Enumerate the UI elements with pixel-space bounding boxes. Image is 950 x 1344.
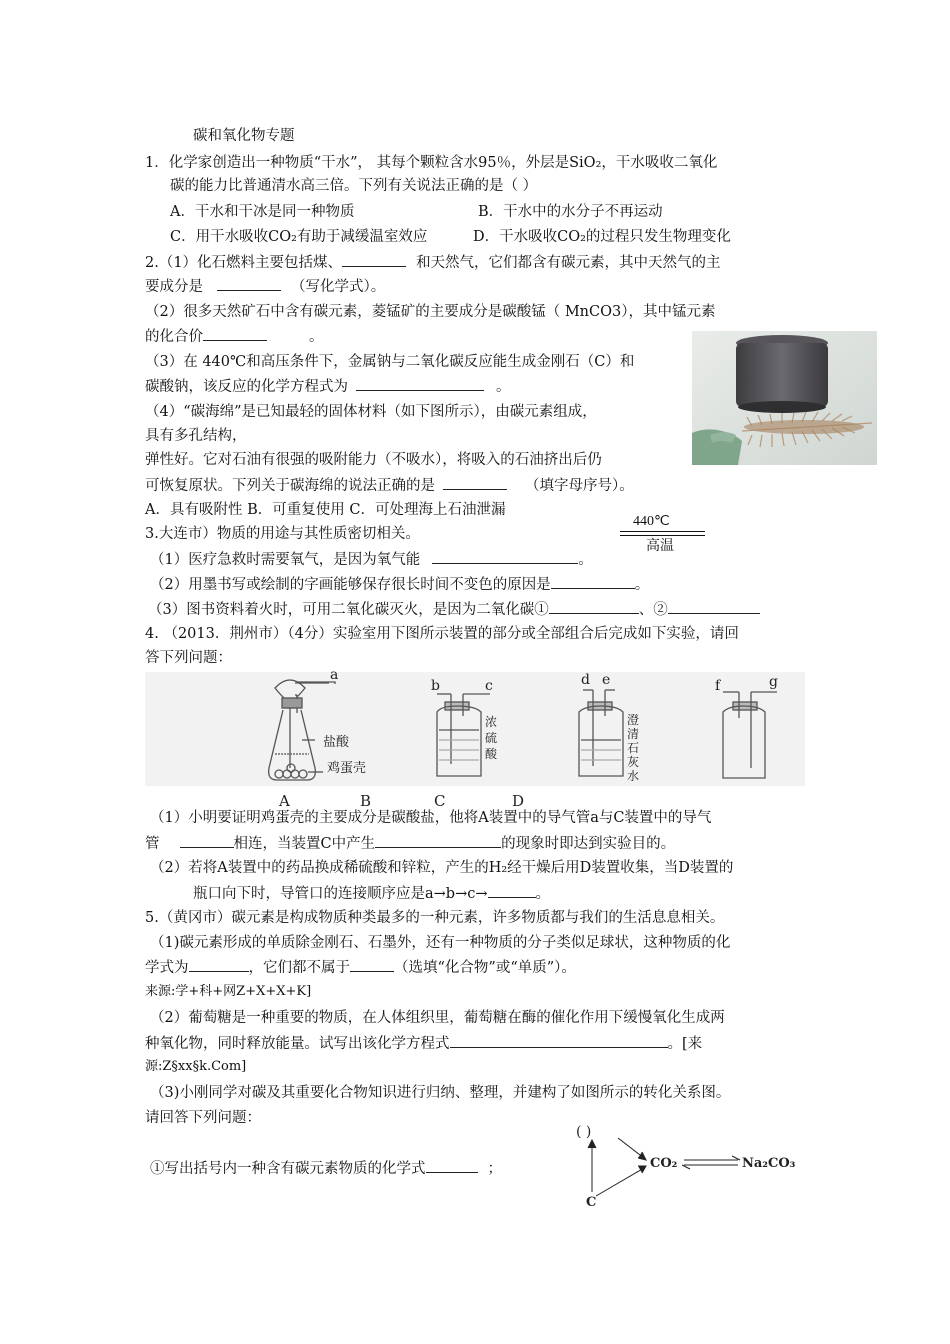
label-f: f xyxy=(715,678,721,694)
label-C: C xyxy=(434,792,446,810)
q2-line3: （2）很多天然矿石中含有碳元素，菱锰矿的主要成分是碳酸锰（ MnCO3），其中锰元素 xyxy=(145,304,716,320)
q4-s2-line1: （2）若将A装置中的药品换成稀硫酸和锌粒，产生的H₂经干燥后用D装置收集，当D装置的 xyxy=(150,860,734,876)
q4-blank-phenomenon[interactable] xyxy=(375,833,501,848)
condition-bottom: 高温 xyxy=(646,538,674,554)
label-A: A xyxy=(279,792,290,810)
label-conc-sulfuric: 浓 硫 酸 xyxy=(485,715,498,761)
q2-line11: A．具有吸附性 B．可重复使用 C．可处理海上石油泄漏 xyxy=(145,502,506,518)
q3-line1: 3.大连市）物质的用途与其性质密切相关。 xyxy=(145,526,420,542)
q1-stem-line1: 1．化学家创造出一种物质“干水”， 其每个颗粒含水95％，外层是SiO₂，干水吸收二氧化 xyxy=(145,155,718,171)
label-acid: 盐酸 xyxy=(323,735,350,750)
q4-s2-line2: 瓶口向下时，导管口的连接顺序应是a→b→c→ 。 xyxy=(193,883,550,904)
label-d: d xyxy=(581,672,590,688)
carbon-sponge-photo xyxy=(692,331,877,465)
q5-line8: （3)小刚同学对碳及其重要化合物知识进行归纳、整理，并建构了如图所示的转化关系图。 xyxy=(150,1085,731,1101)
paren-blank: ( ) xyxy=(576,1124,592,1140)
label-B: B xyxy=(360,792,372,810)
q5-line1: 5.（黄冈市）碳元素是构成物质种类最多的一种元素，许多物质都与我们的生活息息相关。 xyxy=(145,910,725,926)
q5-line5: （2）葡萄糖是一种重要的物质，在人体组织里，葡萄糖在酶的催化作用下缓慢氧化生成两 xyxy=(150,1010,725,1026)
q2-blank-valence[interactable] xyxy=(203,326,267,341)
q5-line10: ①写出括号内一种含有碳元素物质的化学式 ； xyxy=(150,1158,502,1179)
page-title: 碳和氧化物专题 xyxy=(193,128,295,144)
q4-s1-line2: 管 相连，当装置C中产生 的现象时即达到实验目的。 xyxy=(145,833,675,854)
label-g: g xyxy=(769,674,778,690)
q5-blank-equation[interactable] xyxy=(450,1033,668,1048)
condition-top: 440℃ xyxy=(633,514,670,529)
q3-blank-ink[interactable] xyxy=(551,574,635,589)
q4-blank-tube[interactable] xyxy=(180,833,234,848)
q2-line5: （3）在 440℃和高压条件下，金属钠与二氧化碳反应能生成金刚石（C）和 xyxy=(145,354,635,370)
q5-source-1: 来源:学+科+网Z+X+X+K] xyxy=(145,984,312,999)
q5-blank-formula[interactable] xyxy=(189,957,249,972)
label-limewater: 澄 清 石 灰 水 xyxy=(627,713,640,783)
q3-line4: （3）图书资料着火时，可用二氧化碳灭火，是因为二氧化碳① 、② xyxy=(148,599,760,620)
q2-line8: 具有多孔结构， xyxy=(145,428,247,444)
q1-option-c: C．用干水吸收CO₂有助于减缓温室效应 xyxy=(170,229,428,245)
label-co2: CO₂ xyxy=(650,1156,678,1171)
q2-blank-fuel[interactable] xyxy=(342,252,406,267)
q4-line2: 答下列问题： xyxy=(145,650,232,666)
q4-s1-line1: （1）小明要证明鸡蛋壳的主要成分是碳酸盐，他将A装置中的导气管a与C装置中的导气 xyxy=(150,810,712,826)
q5-source-2: 源:Z§xx§k.Com] xyxy=(145,1059,247,1074)
q3-blank-oxygen[interactable] xyxy=(432,549,578,564)
label-D: D xyxy=(512,792,525,810)
conversion-diagram xyxy=(566,1120,846,1210)
q1-option-a: A．干水和干冰是同一种物质 xyxy=(170,204,355,220)
q5-line6: 种氧化物，同时释放能量。试写出该化学方程式 。[来 xyxy=(145,1033,702,1054)
carbon-sponge-photo-icon xyxy=(692,331,877,465)
q2-line7: （4）“碳海绵”是已知最轻的固体材料（如下图所示），由碳元素组成， xyxy=(145,404,597,420)
label-carbon: C xyxy=(586,1195,597,1210)
q3-line3: （2）用墨书写或绘制的字画能够保存很长时间不变色的原因是 。 xyxy=(150,574,649,595)
q2-line9: 弹性好。它对石油有很强的吸附能力（不吸水），将吸入的石油挤出后仍 xyxy=(145,452,602,468)
q3-blank-co2-2[interactable] xyxy=(668,599,760,614)
label-na2co3: Na₂CO₃ xyxy=(742,1156,796,1171)
q2-blank-formula[interactable] xyxy=(217,276,281,291)
q2-line1: 2.（1）化石燃料主要包括煤、 和天然气，它们都含有碳元素，其中天然气的主 xyxy=(145,252,721,273)
q2-blank-equation[interactable] xyxy=(356,376,484,391)
q1-stem-line2: 碳的能力比普通清水高三倍。下列有关说法正确的是（ ） xyxy=(170,178,538,194)
q4-line1: 4. （2013．荆州市）（4分）实验室用下图所示装置的部分或全部组合后完成如下实验，请回 xyxy=(145,626,739,642)
q5-blank-category[interactable] xyxy=(350,957,394,972)
label-b: b xyxy=(431,678,440,694)
q3-line2: （1）医疗急救时需要氧气，是因为氧气能 。 xyxy=(150,549,593,570)
q2-line2: 要成分是 （写化学式）。 xyxy=(145,276,385,297)
q2-line6: 碳酸钠，该反应的化学方程式为 。 xyxy=(145,376,511,397)
q1-option-d: D．干水吸收CO₂的过程只发生物理变化 xyxy=(473,229,731,245)
q2-line10: 可恢复原状。下列关于碳海绵的说法正确的是 （填字母序号）。 xyxy=(145,475,634,496)
q3-blank-co2-1[interactable] xyxy=(549,599,639,614)
q2-blank-answer[interactable] xyxy=(443,475,507,490)
apparatus-figure xyxy=(145,668,805,810)
q5-line3: 学式为 ，它们都不属于 （选填“化合物”或“单质”）。 xyxy=(145,957,576,978)
label-e: e xyxy=(602,672,611,688)
q4-blank-order[interactable] xyxy=(488,883,536,898)
q2-line4: 的化合价 。 xyxy=(145,326,324,347)
q1-option-b: B．干水中的水分子不再运动 xyxy=(478,204,663,220)
label-shell: 鸡蛋壳 xyxy=(327,761,367,776)
q5-blank-carbon-compound[interactable] xyxy=(426,1158,478,1173)
q5-line2: （1)碳元素形成的单质除金刚石、石墨外，还有一种物质的分子类似足球状，这种物质的化 xyxy=(150,935,731,951)
apparatus-diagram xyxy=(145,668,805,810)
label-c: c xyxy=(485,678,493,694)
q5-line9: 请回答下列问题： xyxy=(145,1110,261,1126)
label-a: a xyxy=(330,668,339,683)
